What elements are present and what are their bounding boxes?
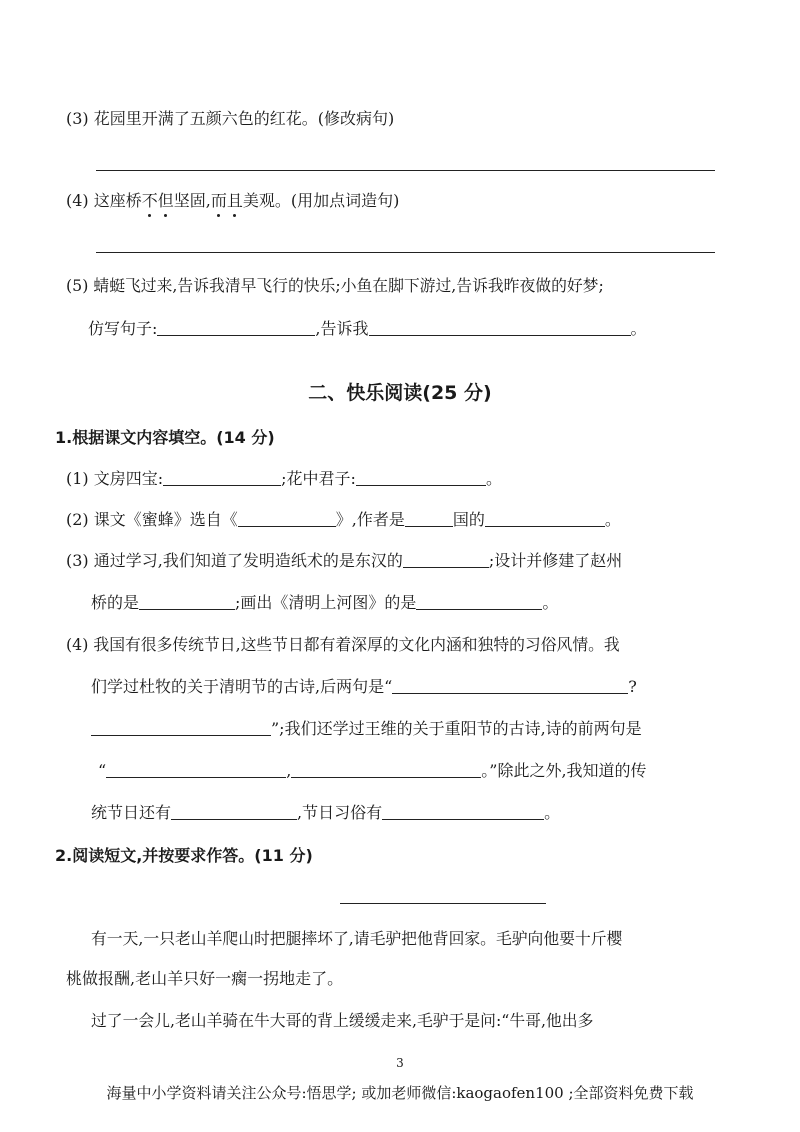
blank-chongyang-line-1[interactable]: [106, 761, 286, 778]
part-1-item-4-line-5: 统节日还有 ,节日习俗有 。: [91, 803, 561, 822]
question-5-imitate: 仿写句子: ,告诉我 。: [88, 319, 647, 338]
part-1-item-4-line-2: 们学过杜牧的关于清明节的古诗,后两句是“ ?: [91, 677, 637, 696]
blank-flower-gentlemen[interactable]: [356, 469, 486, 486]
dotted-char-1: 不: [141, 191, 158, 210]
part-2-heading: 2.阅读短文,并按要求作答。(11 分): [55, 846, 313, 865]
blank-imitate-2[interactable]: [369, 319, 631, 336]
blank-chongyang-line-2[interactable]: [291, 761, 481, 778]
question-3: (3) 花园里开满了五颜六色的红花。(修改病句): [66, 109, 395, 128]
page-number: 3: [396, 1056, 404, 1070]
blank-festival-custom[interactable]: [382, 803, 544, 820]
passage-paragraph-1-line-2: 桃做报酬,老山羊只好一瘸一拐地走了。: [66, 969, 344, 988]
blank-qingming-line-3[interactable]: [392, 677, 628, 694]
part-1-item-4-line-3: ”;我们还学过王维的关于重阳节的古诗,诗的前两句是: [91, 718, 642, 740]
question-4: (4) 这座桥不但坚固,而且美观。(用加点词造句): [66, 191, 400, 210]
dotted-char-4: 且: [226, 191, 243, 210]
section-2-title: 二、快乐阅读(25 分): [308, 382, 492, 404]
dotted-char-2: 但: [157, 191, 174, 210]
part-1-item-3: (3) 通过学习,我们知道了发明造纸术的是东汉的 ;设计并修建了赵州: [66, 551, 623, 570]
blank-book-source[interactable]: [238, 510, 336, 527]
blank-author-name[interactable]: [485, 510, 605, 527]
answer-line-4[interactable]: [96, 252, 715, 253]
part-1-item-2: (2) 课文《蜜蜂》选自《 》,作者是 国的 。: [66, 510, 621, 529]
dotted-char-3: 而: [210, 191, 227, 210]
blank-painting-artist[interactable]: [416, 593, 542, 610]
part-1-heading: 1.根据课文内容填空。(14 分): [55, 428, 275, 447]
question-5: (5) 蜻蜓飞过来,告诉我清早飞行的快乐;小鱼在脚下游过,告诉我昨夜做的好梦;: [66, 276, 604, 295]
footer-note: 海量中小学资料请关注公众号:悟思学; 或加老师微信:kaogaofen100 ;全部资料免费下载: [106, 1084, 694, 1102]
part-1-item-4-line-4: “ , 。”除此之外,我知道的传: [98, 761, 647, 780]
blank-qingming-line-4[interactable]: [91, 719, 271, 736]
blank-festival[interactable]: [171, 803, 297, 820]
part-1-item-1: (1) 文房四宝: ;花中君子: 。: [66, 469, 502, 488]
passage-paragraph-2: 过了一会儿,老山羊骑在牛大哥的背上缓缓走来,毛驴于是问:“牛哥,他出多: [91, 1011, 594, 1030]
part-1-item-4: (4) 我国有很多传统节日,这些节日都有着深厚的文化内涵和独特的习俗风情。我: [66, 635, 620, 654]
blank-stationery[interactable]: [163, 469, 281, 486]
answer-line-3[interactable]: [96, 170, 715, 171]
blank-paper-inventor[interactable]: [403, 551, 489, 568]
part-1-item-3-line-2: 桥的是 ;画出《清明上河图》的是 。: [91, 593, 559, 612]
blank-bridge-builder[interactable]: [139, 593, 235, 610]
blank-imitate-1[interactable]: [157, 319, 315, 336]
blank-author-country[interactable]: [405, 510, 453, 527]
passage-title-blank[interactable]: [340, 903, 546, 904]
passage-paragraph-1-line-1: 有一天,一只老山羊爬山时把腿摔坏了,请毛驴把他背回家。毛驴向他要十斤樱: [91, 929, 623, 948]
